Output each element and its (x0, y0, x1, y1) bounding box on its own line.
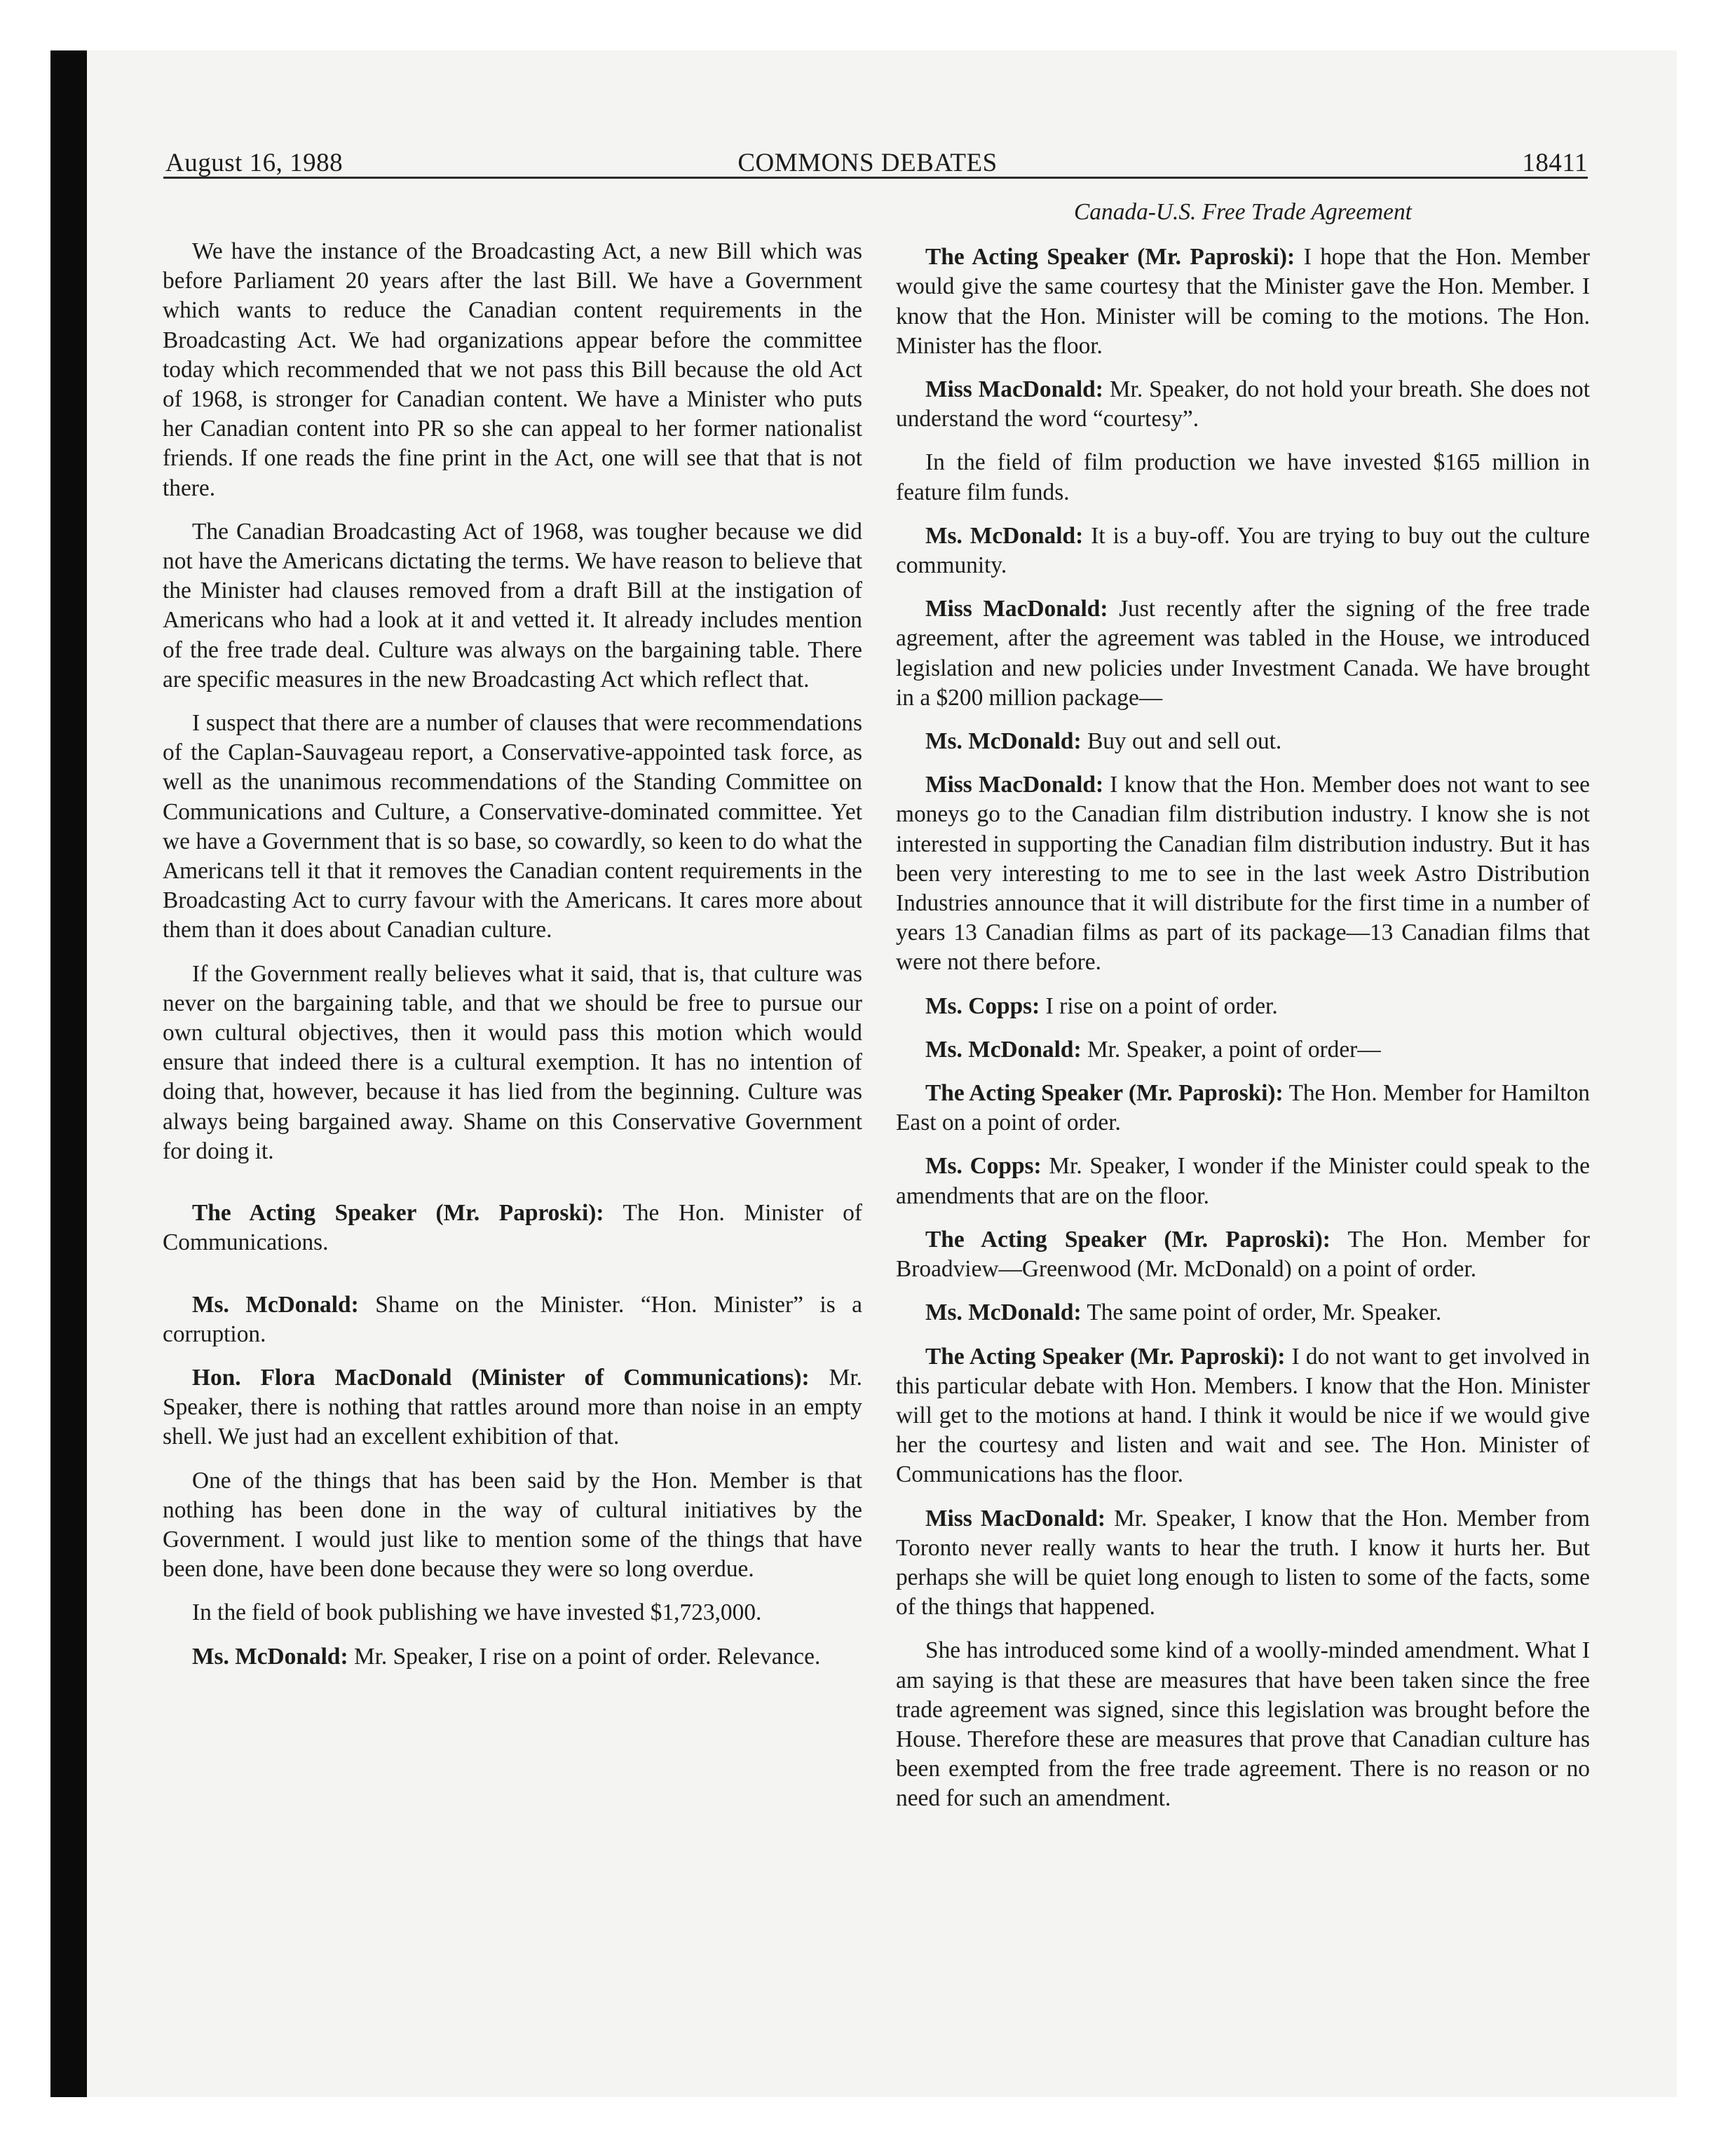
speaker-name: Miss MacDonald: (925, 376, 1103, 403)
paragraph-text: The Hon. Minister of Communications. (163, 1200, 862, 1256)
paragraph (163, 237, 862, 503)
paragraph-text: Mr. Speaker, I rise on a point of order. Relevance. (353, 1643, 821, 1670)
paragraph (163, 1290, 862, 1349)
page-number: 18411 (1522, 149, 1588, 177)
paragraph (896, 727, 1590, 756)
journal-title: COMMONS DEBATES (737, 149, 998, 177)
page-date: August 16, 1988 (165, 149, 343, 177)
speaker-name: Ms. Copps: (925, 992, 1040, 1019)
paragraph (896, 1225, 1590, 1284)
speaker-name: Miss MacDonald: (925, 772, 1104, 798)
paragraph-text: Buy out and sell out. (1087, 728, 1282, 755)
paragraph-text: Mr. Speaker, I know that the Hon. Member from Toronto never really wants to hear the truth. I know it hurts her. But perhaps she will be quiet long enough to listen to some of the facts, some of the things that happened. (896, 1505, 1590, 1621)
header-rule (163, 177, 1588, 179)
paragraph (896, 243, 1590, 361)
paragraph (163, 960, 862, 1166)
paragraph-text: Mr. Speaker, there is nothing that rattles around more than noise in an empty shell. We just had an excellent exhibition of that. (163, 1364, 862, 1450)
paragraph-text: The Canadian Broadcasting Act of 1968, was tougher because we did not have the Americans dictating the terms. We have reason to believe that the Minister had clauses removed from a draft Bill at the instigation of Americans who had a look at it and vetted it. It already includes mention of the free trade deal. Culture was always on the bargaining table. There are specific measures in the new Broadcasting Act which reflect that. (163, 518, 862, 692)
paragraph-text: We have the instance of the Broadcasting Act, a new Bill which was before Parliament 20 years after the last Bill. We have a Government which wants to reduce the Canadian content requirements in the Broadcasting Act. We had organizations appear before the committee today which recommended that we not pass this Bill because the old Act of 1968, is stronger for Canadian content. We have a Minister who puts her Canadian content into PR so she can appeal to her former nationalist friends. If one reads the fine print in the Act, one will see that that is not there. (163, 238, 862, 501)
paragraph-text: She has introduced some kind of a woolly-minded amendment. What I am saying is that these are measures that have been taken since the free trade agreement was signed, since this legislation was brought before the House. Therefore these are measures that prove that Canadian culture has been exempted from the free trade agreement. There is no reason or no need for such an amendment. (896, 1637, 1590, 1812)
speaker-name: The Acting Speaker (Mr. Paproski): (925, 1343, 1286, 1370)
section-title: Canada-U.S. Free Trade Agreement (1074, 199, 1412, 225)
paragraph (163, 1363, 862, 1452)
right-column (896, 198, 1590, 1828)
paragraph (896, 448, 1590, 507)
paragraph-text: I rise on a point of order. (1045, 992, 1278, 1019)
paragraph (896, 770, 1590, 977)
paragraph-text: Shame on the Minister. “Hon. Minister” is a corruption. (163, 1291, 862, 1347)
paragraph (896, 1636, 1590, 1813)
scan-binding-edge (50, 50, 87, 2097)
paragraph-text: The Hon. Member for Hamilton East on a point of order. (896, 1080, 1590, 1136)
speaker-name: Ms. McDonald: (925, 728, 1082, 755)
paragraph-text: Mr. Speaker, do not hold your breath. She does not understand the word “courtesy”. (896, 376, 1591, 432)
speaker-name: Ms. McDonald: (925, 522, 1084, 549)
paragraph-text: In the field of film production we have invested $165 million in feature film funds. (896, 449, 1590, 505)
paragraph (896, 992, 1590, 1021)
speaker-name: Hon. Flora MacDonald (Minister of Communications): (192, 1364, 810, 1391)
paragraph (163, 517, 862, 695)
left-column (163, 237, 862, 1686)
paragraph (896, 1035, 1590, 1065)
paragraph-text: The Hon. Member for Broadview—Greenwood (Mr. McDonald) on a point of order. (896, 1226, 1591, 1283)
paragraph-text: Mr. Speaker, a point of order— (1087, 1036, 1381, 1063)
paragraph-text: The same point of order, Mr. Speaker. (1087, 1299, 1442, 1326)
paragraph-text: If the Government really believes what it said, that is, that culture was never on the bargaining table, and that we should be free to pursue our own cultural objectives, then it would pass this motion which would ensure that indeed there is a cultural exemption. It has no intention of doing that, however, because it has lied from the beginning. Culture was always being bargained away. Shame on this Conservative Government for doing it. (163, 960, 862, 1164)
speaker-name: The Acting Speaker (Mr. Paproski): (925, 244, 1295, 271)
paragraph-text: It is a buy-off. You are trying to buy out the culture community. (896, 522, 1590, 579)
speaker-name: Ms. McDonald: (192, 1643, 348, 1670)
paragraph (163, 709, 862, 946)
paragraph (896, 1342, 1590, 1490)
paragraph-text: I suspect that there are a number of clauses that were recommendations of the Caplan-Sauvageau report, a Conservative-appointed task force, as well as the unanimous recommendations of the Standing Committee on Communications and Culture, a Conservative-dominated committee. Yet we have a Government that is so base, so cowardly, so keen to do what the Americans tell it that it removes the Canadian content requirements in the Broadcasting Act to curry favour with the Americans. It cares more about them than it does about Canadian culture. (163, 710, 862, 943)
paragraph (896, 594, 1590, 713)
speaker-name: Ms. McDonald: (192, 1291, 359, 1318)
paragraph (896, 1298, 1590, 1328)
speaker-name: Ms. Copps: (925, 1153, 1042, 1180)
speaker-name: Ms. McDonald: (925, 1299, 1082, 1326)
speaker-name: The Acting Speaker (Mr. Paproski): (925, 1226, 1331, 1253)
paragraph (896, 1504, 1590, 1623)
paragraph-text: I hope that the Hon. Member would give the same courtesy that the Minister gave the Hon. Member. I know that the Hon. Minister will be coming to the motions. The Hon. Minister has the floor. (896, 244, 1590, 359)
paragraph (163, 1642, 862, 1672)
paragraph-text: I do not want to get involved in this particular debate with Hon. Members. I know that the Hon. Minister will get to the motions at hand. I think it would be nice if we would give her the courtesy and listen and wait and see. The Hon. Minister of Communications has the floor. (896, 1343, 1590, 1488)
paragraph (896, 375, 1590, 434)
paragraph (896, 1152, 1590, 1210)
paragraph (896, 1079, 1590, 1138)
speaker-name: The Acting Speaker (Mr. Paproski): (925, 1080, 1284, 1107)
paragraph-text: One of the things that has been said by the Hon. Member is that nothing has been done in the way of cultural initiatives by the Government. I would just like to mention some of the things that have been done, have been done because they were so long overdue. (163, 1467, 862, 1583)
paragraph-text: Mr. Speaker, I wonder if the Minister could speak to the amendments that are on the floor. (896, 1153, 1590, 1209)
paragraph-text: Just recently after the signing of the free trade agreement, after the agreement was tabled in the House, we introduced legislation and new policies under Investment Canada. We have brought in a $200 million package— (896, 596, 1590, 711)
speaker-name: Ms. McDonald: (925, 1036, 1082, 1063)
speaker-name: The Acting Speaker (Mr. Paproski): (192, 1200, 604, 1227)
paragraph-text: I know that the Hon. Member does not want to see moneys go to the Canadian film distribution industry. I know she is not interested in supporting the Canadian film distribution industry. But it has been very interesting to me to see in the last week Astro Distribution Industries announce that it will distribute for the first time in a number of years 13 Canadian films as part of its package—13 Canadian films that were not there before. (896, 772, 1590, 976)
speaker-name: Miss MacDonald: (925, 1505, 1105, 1531)
paragraph (163, 1466, 862, 1585)
paragraph (896, 521, 1590, 580)
paragraph (163, 1598, 862, 1628)
speaker-name: Miss MacDonald: (925, 596, 1108, 622)
paragraph-text: In the field of book publishing we have invested $1,723,000. (192, 1599, 762, 1626)
paragraph (163, 1199, 862, 1257)
